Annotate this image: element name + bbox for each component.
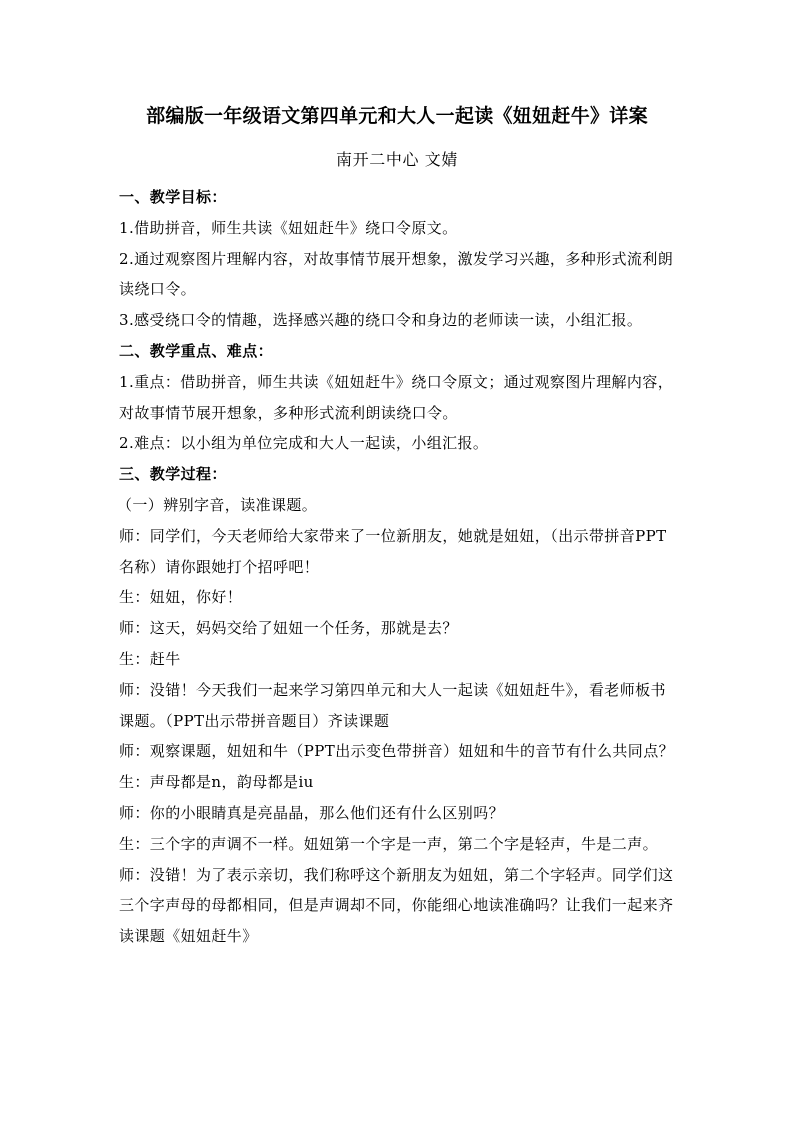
paragraph: 师：观察课题，妞妞和牛（PPT出示变色带拼音）妞妞和牛的音节有什么共同点？: [119, 742, 674, 761]
section-heading: 三、教学过程：: [119, 465, 227, 484]
paragraph: 师：同学们，今天老师给大家带来了一位新朋友，她就是妞妞，（出示带拼音PPT名称）请你跟她打个招呼吧！: [119, 526, 667, 576]
document-body: [119, 182, 679, 952]
paragraph: 1.重点：借助拼音，师生共读《妞妞赶牛》绕口令原文；通过观察图片理解内容，对故事情节展开想象，多种形式流利朗读绕口令。: [119, 372, 674, 422]
paragraph: 生：声母都是n，韵母都是iu: [119, 773, 314, 792]
paragraph: 生：妞妞，你好！: [119, 588, 243, 607]
subsection-heading: （一）辨别字音，读准课题。: [117, 495, 318, 514]
document-author: 南开二中心 文婧: [336, 150, 458, 169]
paragraph: 2.通过观察图片理解内容，对故事情节展开想象，激发学习兴趣，多种形式流利朗读绕口令。: [119, 249, 674, 299]
section-heading: 二、教学重点、难点：: [119, 341, 274, 360]
paragraph: 3.感受绕口令的情趣，选择感兴趣的绕口令和身边的老师读一读，小组汇报。: [119, 311, 643, 330]
paragraph: 生：赶牛: [119, 649, 181, 668]
paragraph: 生：三个字的声调不一样。妞妞第一个字是一声，第二个字是轻声，牛是二声。: [119, 834, 659, 853]
paragraph: 师：没错！今天我们一起来学习第四单元和大人一起读《妞妞赶牛》，看老师板书课题。（PPT出示带拼音题目）齐读课题: [119, 680, 666, 730]
paragraph: 2.难点：以小组为单位完成和大人一起读，小组汇报。: [119, 434, 489, 453]
paragraph: 1.借助拼音，师生共读《妞妞赶牛》绕口令原文。: [119, 218, 458, 237]
paragraph: 师：没错！为了表示亲切，我们称呼这个新朋友为妞妞，第二个字轻声。同学们这三个字声母的母都相同，但是声调却不同，你能细心地读准确吗？让我们一起来齐读课题《妞妞赶牛》: [119, 865, 674, 946]
document-title: 部编版一年级语文第四单元和大人一起读《妞妞赶牛》详案: [146, 105, 648, 127]
section-heading: 一、教学目标：: [119, 188, 227, 206]
paragraph: 师：你的小眼睛真是亮晶晶，那么他们还有什么区别吗？: [119, 803, 505, 822]
paragraph: 师：这天，妈妈交给了妞妞一个任务，那就是去？: [119, 619, 458, 638]
